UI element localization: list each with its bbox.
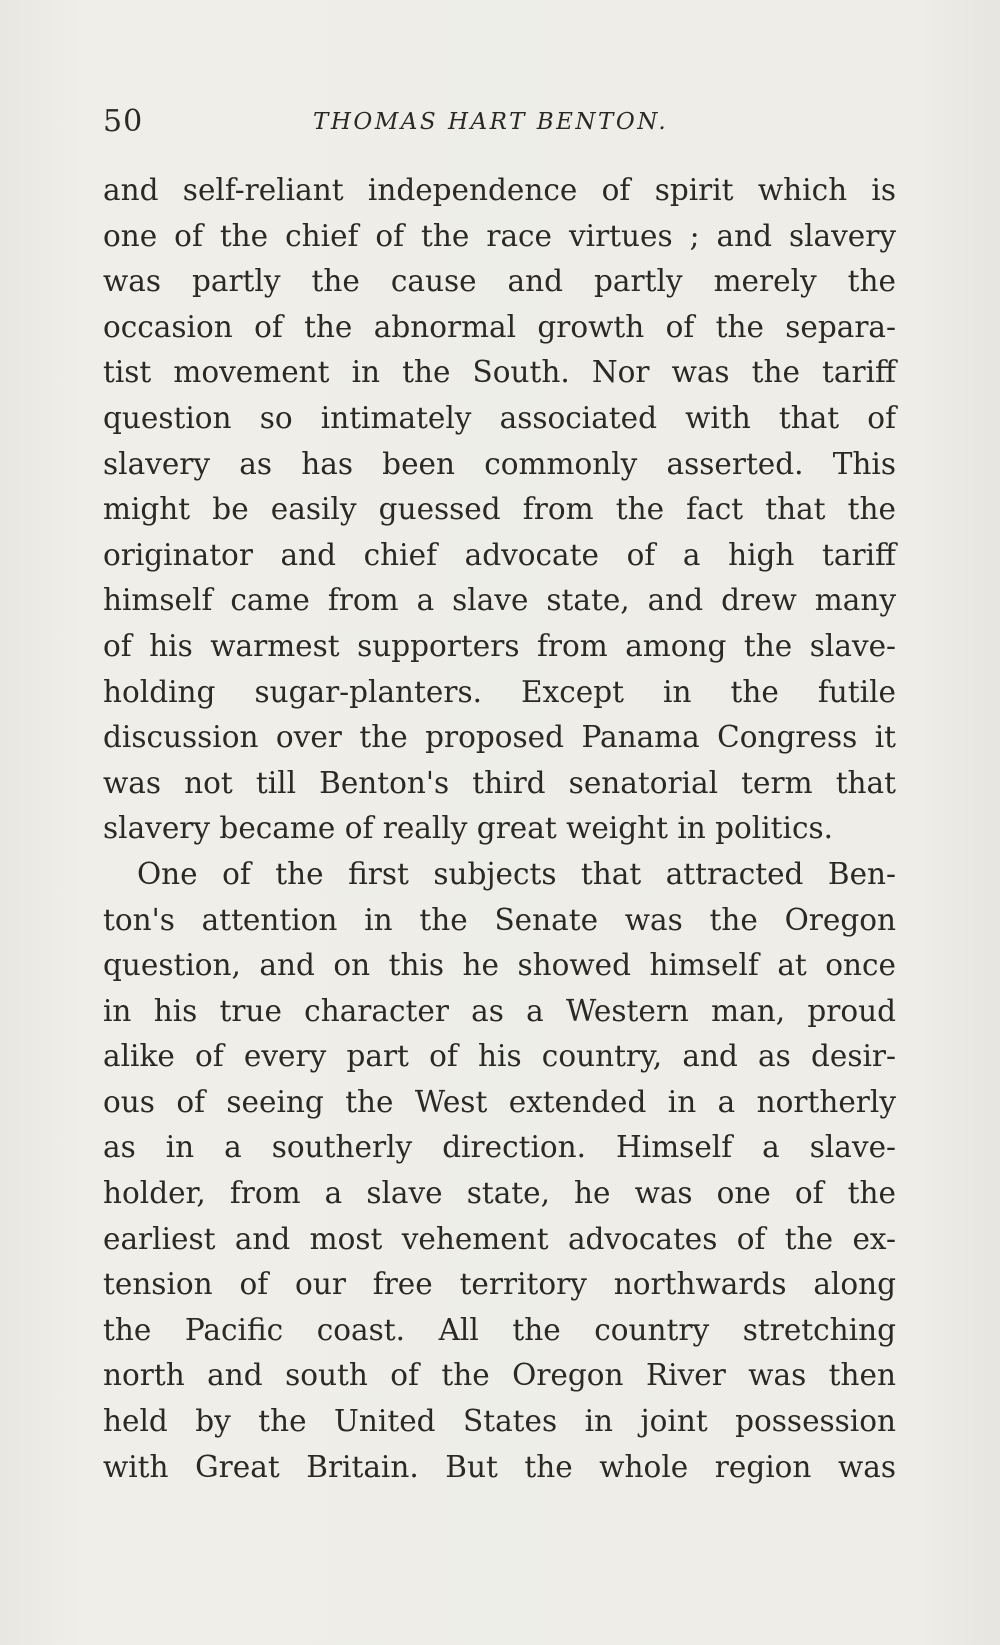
text-line: in his true character as a Western man, proud — [103, 993, 896, 1028]
text-line: with Great Britain. But the whole region was — [103, 1449, 896, 1484]
text-line: slavery as has been commonly asserted. This — [103, 446, 896, 481]
text-line: question, and on this he showed himself at once — [103, 948, 896, 983]
text-line: tist movement in the South. Nor was the tariff — [103, 355, 896, 390]
text-line: alike of every part of his country, and as desir- — [103, 1039, 896, 1074]
text-line: might be easily guessed from the fact that the — [103, 492, 896, 527]
text-line: tension of our free territory northwards along — [103, 1267, 896, 1302]
running-title: THOMAS HART BENTON. — [313, 109, 669, 135]
text-line: as in a southerly direction. Himself a slave- — [103, 1130, 896, 1165]
text-line: himself came from a slave state, and drew many — [103, 583, 896, 618]
text-line: north and south of the Oregon River was then — [103, 1358, 896, 1393]
text-line: ous of seeing the West extended in a northerly — [103, 1084, 896, 1119]
text-line: discussion over the proposed Panama Congress it — [103, 720, 896, 755]
page-number: 50 — [103, 104, 144, 139]
text-line: one of the chief of the race virtues ; and slavery — [103, 218, 896, 253]
text-line: originator and chief advocate of a high tariff — [103, 537, 896, 572]
text-line-paragraph-end: slavery became of really great weight in politics. — [103, 811, 833, 846]
text-line: holding sugar-planters. Except in the futile — [103, 674, 896, 709]
text-line: and self-reliant independence of spirit which is — [103, 173, 896, 207]
text-line: the Pacific coast. All the country stretching — [103, 1312, 896, 1347]
body-text — [103, 168, 896, 1490]
text-line: ton's attention in the Senate was the Oregon — [103, 902, 896, 937]
text-line: was partly the cause and partly merely the — [103, 264, 896, 299]
text-line: holder, from a slave state, he was one of the — [103, 1176, 896, 1211]
text-line: earliest and most vehement advocates of the ex- — [103, 1221, 896, 1256]
text-line-paragraph-start: One of the first subjects that attracted Ben- — [137, 856, 896, 891]
text-line: question so intimately associated with that of — [103, 400, 896, 435]
text-line: of his warmest supporters from among the slave- — [103, 628, 896, 663]
running-head — [103, 104, 903, 144]
text-line: held by the United States in joint possession — [103, 1404, 896, 1439]
text-line: occasion of the abnormal growth of the separa- — [103, 309, 896, 344]
text-line: was not till Benton's third senatorial term that — [103, 765, 896, 800]
